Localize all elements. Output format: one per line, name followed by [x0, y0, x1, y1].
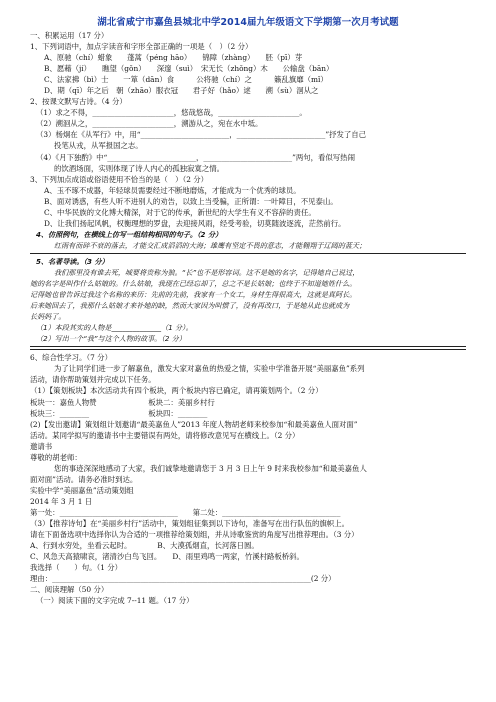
text-line: （2）写出一个“我”与这个人物的故事。（2 分）: [36, 334, 186, 344]
text-line: B、愿藉（jí） 瞧望（gǒn） 深邃（suì） 宋无长（zhǒng）木 公输盘（bān）: [44, 64, 334, 74]
text-line: 投笔从戎，从军报国之志。: [54, 141, 143, 151]
answer-line: [30, 253, 466, 254]
text-line: 的饮酒场面，实则体现了诗人内心的孤独寂寞之情。: [54, 163, 224, 173]
text-line: 记得她也曾告诉过我这个名称的来历：先前的先前，我家有一个女工，身材生得很高大，这就是真阿长。: [30, 290, 357, 300]
answer-line: [30, 349, 466, 350]
text-line: C、中华民族的文化博大精深，对于它的传承，新世纪的大学生有义不容辞的责任。: [44, 207, 316, 217]
text-line: 一、积累运用（17 分）: [30, 31, 109, 40]
text-line: 2、按课文默写古诗。（4 分）: [30, 97, 127, 107]
text-line: 为了让同学们进一步了解嘉鱼，激发大家对嘉鱼的热爱之情，实验中学准备开展“美丽嘉鱼”系列: [54, 364, 365, 374]
text-line: 实验中学“美丽嘉鱼”活动策划组: [30, 485, 134, 495]
text-line: 板块一：嘉鱼人物赞 板块二：美丽乡村行: [30, 397, 215, 407]
text-line: D、期（qī）年之后 朝（zhāo）服衣冠 君子好（hǎo）逑 溯（sù）洄从之: [44, 86, 319, 96]
text-line: 红雨有而碎不衰的落去，才能交汇成滔滔的大海；雄鹰有坚定不畏的意志，才能翱翔于辽阔的蓝天；: [54, 240, 367, 250]
text-line: 尊敬的胡老师：: [30, 452, 82, 462]
text-line: 面对面”活动。请务必准时到达。: [30, 474, 138, 484]
text-line: 请在下面备选项中选择你认为合适的一项推荐给策划组，并从诗歌鉴赏的角度写出推荐理由。（3 分）: [30, 530, 359, 540]
text-line: （2）溯洄从之，______________________，溯游从之，宛在水中坻。: [36, 119, 263, 129]
text-line: （1）本段其实的人物是______________（1 分）。: [36, 323, 193, 333]
text-line: 5、名著导读。（3 分）: [36, 256, 109, 266]
text-line: C、风急天高猿啸哀，渚清沙白鸟飞回。 D、雨里鸡鸣一两家，竹溪村路板桥斜。: [30, 552, 304, 562]
text-line: 我选择（ ）句。（1 分）: [30, 563, 123, 573]
answer-line: [30, 346, 466, 347]
text-line: 长妈妈了。: [30, 312, 66, 322]
text-line: （3）杨炯在《从军行》中，用“________________________，________________________”抒发了自己: [36, 130, 367, 140]
text-line: （一）阅读下面的文字完成 7--11 题。（17 分）: [36, 596, 194, 606]
text-line: 后来她回去了，我那什么姑娘才来补她的缺，然而大家因为叫惯了，没有再改口，于是她从此也就成为: [30, 301, 350, 311]
text-line: 第一处：________________________________ 第二处：________________________________: [30, 507, 341, 517]
text-line: 您的事迹深深地感动了大家，我们诚挚地邀请您于 3 月 3 日上午 9 时来我校参加“和最美嘉鱼人: [54, 463, 367, 473]
text-line: C、法家拂（bì）士 一箪（dān）食 公将驰（chí）之 籁乱旗靡（mǐ）: [44, 75, 328, 85]
text-line: （1）求之不得，______________________，悠哉悠哉，______________________。: [36, 108, 307, 118]
text-line: 3、下列加点成语或俗语使用不恰当的是（ ）（2 分）: [30, 174, 209, 184]
text-line: （4）《月下独酌》中“________________________，________________________”两句，看似写热闹: [36, 152, 355, 162]
text-line: D、让我们扬起风帆，权衡理想的罗盘，去迎接风雨，经受考验，切莫随波逐流，茫然前行。: [44, 218, 346, 228]
text-line: A、玉不琢不成器，年轻球员需要经过不断地磨炼，才能成为一个优秀的球员。: [44, 185, 301, 195]
text-line: 她的名字是叫作什么姑娘的。什么姑娘，我现在已经忘却了，总之不是长姑娘；也终于不知道她姓什么。: [30, 279, 357, 289]
page-title: 湖北省咸宁市嘉鱼县城北中学2014届九年级语文下学期第一次月考试题: [97, 17, 399, 28]
text-line: 6、综合性学习。（7 分）: [30, 353, 112, 363]
text-line: （3）【推荐诗句】在“美丽乡村行”活动中，策划组征集到以下诗句，准备写在出行队伍的旗帜上。: [30, 519, 349, 529]
text-line: 2014 年 3 月 1 日: [30, 496, 93, 506]
text-line: A、原驰（chí）蜡象 蓬蒿（péng hāo） 锦障（zhàng） 胚（pī）芽: [44, 53, 303, 63]
text-line: 活动。某同学拟写的邀请书中主要错误有两处，请将修改意见写在横线上。（2 分）: [30, 430, 300, 440]
text-line: 二、阅读理解（50 分）: [30, 585, 109, 595]
text-line: 1、下列词语中，加点字读音和字形全部正确的一项是（ ）（2 分）: [30, 42, 253, 52]
text-line: B、面对诱惑，有些人听不进别人的劝告，以致上当受骗，正所谓：一叶障目，不见泰山。: [44, 196, 338, 206]
text-line: 邀请书: [30, 441, 53, 451]
text-line: A、行到水穷处，坐看云起时。 B、大漠孤烟直，长河落日圆。: [30, 541, 259, 551]
text-line: 4、仿照例句，在横线上仿写一组结构相同的句子。（2 分）: [36, 229, 223, 239]
text-line: (2)【发出邀请】策划组计划邀请“最美嘉鱼人”2013 年度人物胡老师来校参加“和最美嘉鱼人面对面”: [30, 419, 358, 429]
text-line: 理由：______________________________________________________________________(2 分）: [30, 574, 336, 584]
exam-content: [30, 30, 466, 606]
text-line: 活动，请你帮助策划并完成以下任务。: [30, 375, 156, 385]
text-line: 我们那里没有谁去死，城要将贵称为狼。“长”也不是形容词。这不是她的名字，记得她自己说过，: [54, 267, 360, 277]
text-line: （1）【策划板块】本次活动共有四个板块，两个板块内容已确定，请再策划两个。（2 分）: [30, 386, 323, 396]
text-line: 板块三：________ 板块四：________: [30, 408, 208, 418]
